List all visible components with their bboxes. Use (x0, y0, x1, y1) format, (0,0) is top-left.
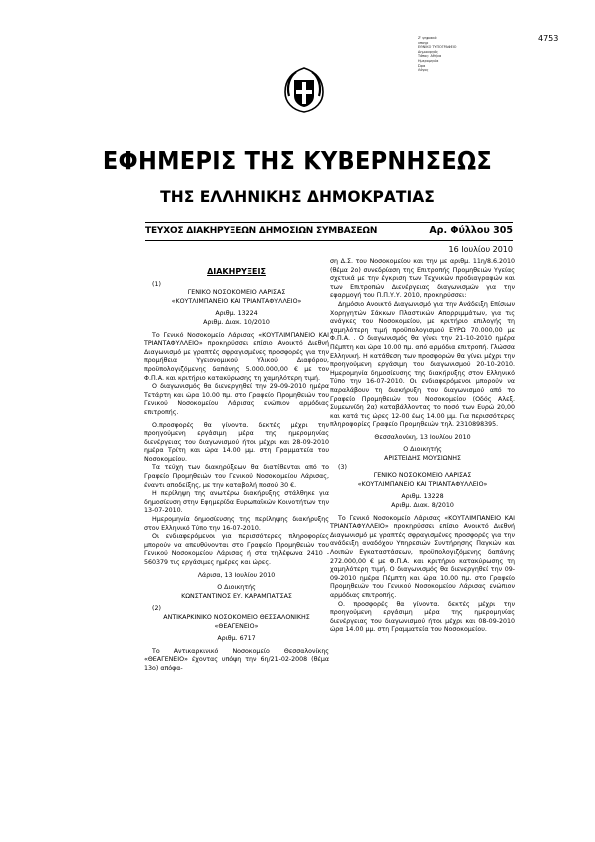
stamp-line: Ώρα (418, 63, 426, 68)
org-name: «ΘΕΑΓΕΝΕΙΟ» (214, 622, 259, 630)
gazette-subtitle: ΤΗΣ ΕΛΛΗΝΙΚΗΣ ΔΗΜΟΚΡΑΤΙΑΣ (160, 188, 435, 206)
paragraph: Ο.προσφορές θα γίνοντα. δεκτές μέχρι την προηγούμενη εργάσιμη μέρα της ημερομηνίας διενέργειας του διαγωνισμού ήτοι μέχρι και 28-09-2010 ημέρα Τρίτη και ώρα 14.00 μμ. στη Γραμματεία του Νοσοκομείου. (144, 421, 329, 463)
paragraph: Ημερομηνία δημοσίευσης της περίληψης διακήρυξης στον Ελληνικό Τύπο την 16-07-2010. (144, 516, 329, 532)
signer-name: ΑΡΙΣΤΕΙΔΗΣ ΜΟΥΣΙΩΝΗΣ (384, 455, 461, 463)
org-name: ΓΕΝΙΚΟ ΝΟΣΟΚΟΜΕΙΟ ΛΑΡΙΣΑΣ (373, 472, 472, 480)
paragraph: Το Γενικό Νοσοκομείο Λάρισας «ΚΟΥΤΛΙΜΠΑΝΕΙΟ ΚΑΙ ΤΡΙΑΝΤΑΦΥΛΛΕΙΟ» προκηρύσσει επίσιο Ανοικτό Διεθνή Διαγωνισμό με γραπτές σφραγισμένες προσφορές για την ανάδειξη αναδόχου Υπηρεσιών Συντήρησης Παγκών και Λοιπών Εγκαταστάσεων, προϋπολογιζόμενης δαπάνης 272.000,00 € με Φ.Π.Α. και κριτήριο κατακύρωσης τη χαμηλότερη τιμή. Ο διαγωνισμός θα διενεργηθεί την 09-09-2010 ημέρα Πέμπτη και ώρα 10.00 πμ. στο Γραφείο Προμηθειών του Γενικού Νοσοκομείου Λάρισας ενώπιον αρμόδιας επιτροπής. (330, 514, 515, 599)
notice-number: Αριθμ. 13228 (401, 493, 444, 501)
issue-date: 16 Ιουλίου 2010 (448, 245, 513, 254)
gazette-title: ΕΦΗΜΕΡΙΣ ΤΗΣ ΚΥΒΕΡΝΗΣΕΩΣ (102, 146, 493, 175)
declaration-number: Αριθμ. Διακ. 10/2010 (203, 318, 270, 326)
section-heading: ΔΙΑΚΗΡΥΞΕΙΣ (207, 267, 266, 276)
signer-title: Ο Διοικητής (403, 446, 442, 454)
paragraph: Το Αντικαρκινικό Νοσοκομείο Θεσσαλονίκης «ΘΕΑΓΕΝΕΙΟ» έχοντας υπόψη την 6η/21-02-2008 (θέμα 13ο) απόφα- (144, 647, 329, 672)
page-number: 4753 (538, 34, 559, 43)
paragraph: Ο. προσφορές θα γίνοντα. δεκτές μέχρι την προηγούμενη εργάσιμη μέρα της ημερομηνίας διενέργειας του διαγωνισμού ήτοι μέχρι και 08-09-2010 ώρα 14.00 μμ. στη Γραμματεία του Νοσοκομείου. (330, 600, 515, 634)
series-name: ΤΕΥΧΟΣ ΔΙΑΚΗΡΥΞΕΩΝ ΔΗΜΟΣΙΩΝ ΣΥΜΒΑΣΕΩΝ (145, 226, 378, 236)
stamp-line: ΕΘΝΙΚΟ ΤΥΠΟΓΡΑΦΕΙΟ (418, 45, 457, 50)
paragraph: Η περίληψη της ανωτέρω διακήρυξης στάλθηκε για δημοσίευση στην Εφημερίδα Ευρωπαϊκών Κοινοτήτων την 13-07-2010. (144, 490, 329, 515)
sheet-number-group (429, 225, 513, 236)
signer-title: Ο Διοικητής (217, 584, 256, 592)
header-rule (145, 222, 513, 223)
notice-number: Αριθμ. 13224 (215, 310, 258, 318)
stamp-line: Ζ' ψηφιακά (418, 36, 437, 40)
place-date: Θεσσαλονίκη, 13 Ιουλίου 2010 (374, 433, 471, 441)
org-name: «ΚΟΥΤΛΙΜΠΑΝΕΙΟ ΚΑΙ ΤΡΙΑΝΤΑΦΥΛΛΕΙΟ» (357, 480, 488, 488)
org-name: ΓΕΝΙΚΟ ΝΟΣΟΚΟΜΕΙΟ ΛΑΡΙΣΑΣ (187, 289, 286, 297)
place-date: Λάρισα, 13 Ιουλίου 2010 (197, 571, 276, 579)
signer-name: ΚΩΝΣΤΑΝΤΙΝΟΣ ΕΥ. ΚΑΡΑΜΠΑΤΣΑΣ (181, 592, 292, 600)
org-name: «ΚΟΥΤΛΙΜΠΑΝΕΙΟ ΚΑΙ ΤΡΙΑΝΤΑΦΥΛΛΕΙΟ» (171, 297, 302, 305)
stamp-line: Λόγος (418, 68, 429, 73)
stamp-line: Δημιουργός (418, 49, 439, 54)
stamp-line: υπογρ (418, 40, 429, 45)
left-column (144, 262, 329, 674)
notice-number: Αριθμ. 6717 (217, 635, 256, 643)
notice-ref: (1) (152, 280, 161, 288)
paragraph: Τα τεύχη των διακηρύξεων θα διατίθενται από το Γραφείο Προμηθειών του Γενικού Νοσοκομείου Λάρισας, έναντι αποδείξης, με την καταβολή ποσού 30 €. (144, 464, 329, 489)
notice-ref: (2) (152, 605, 161, 613)
notice-ref: (3) (338, 463, 347, 471)
paragraph: Οι ενδιαφερόμενοι για περισσότερες πληροφορίες μπορούν να απευθύνονται στο Γραφείο Προμηθειών του Γενικού Νοσοκομείου Λάρισας ή στα τηλέφωνα 2410 - 560379 τις εργάσιμες ημέρες και ώρες. (144, 533, 329, 566)
paragraph: Ο διαγωνισμός θα διενεργηθεί την 29-09-2010 ημέρα Τετάρτη και ώρα 10.00 πμ. στο Γραφείο Προμηθειών του Γενικού Νοσοκομείου Λάρισας ενώπιον αρμόδιας επιτροπής. (144, 383, 329, 416)
paragraph: Το Γενικό Νοσοκομείο Λάρισας «ΚΟΥΤΛΙΜΠΑΝΕΙΟ ΚΑΙ ΤΡΙΑΝΤΑΦΥΛΛΕΙΟ» προκηρύσσει επίσιο Ανοικτό Διεθνή Διαγωνισμό με γραπτές σφραγισμένες προσφορές για την προμήθεια Υγειονομικού Υλικού Διαφόρου, προϋπολογιζόμενης δαπάνης 5.000.000,00 € με τον Φ.Π.Α. και κριτήριο κατακύρωσης τη χαμηλότερη τιμή. (144, 331, 329, 382)
issue-line (145, 225, 513, 236)
stamp-line: Ημερομηνία (418, 58, 439, 63)
paragraph: ση Δ.Σ. του Νοσοκομείου και την με αριθμ. 11η/8.6.2010 (θέμα 2ο) συνεδρίαση της Επιτροπής Προμηθειών Υγείας σχετικά με την έγκριση των Τεχνικών προδιαγραφών και των Επιτροπών Διενέργειας διαγωνισμών για την εφαρμογή του Π.Π.Υ.Υ. 2010, προκηρύσσει: (330, 258, 515, 300)
declaration-number: Αριθμ. Διακ. 8/2010 (391, 502, 454, 510)
sheet-label: Αρ. Φύλλου (429, 225, 490, 236)
digital-signature-stamp (418, 36, 474, 73)
org-name: ΑΝΤΙΚΑΡΚΙΝΙΚΟ ΝΟΣΟΚΟΜΕΙΟ ΘΕΣΣΑΛΟΝΙΚΗΣ (163, 613, 310, 621)
paragraph: Δημόσιο Ανοικτό Διαγωνισμό για την Ανάδειξη Επίσιων Χορηγητών Σάκκων Πλαστικών Απορριμμάτων, για τις ανάγκες του Νοσοκομείου, με κριτήριο επιλογής τη χαμηλότερη τιμή προϋπολογισμού ΕΥΡΩ 70.000,00 με Φ.Π.Α. . Ο διαγωνισμός θα γίνει την 21-10-2010 ημέρα Πέμπτη και ώρα 10.00 πμ. από αρμόδια επιτροπή. Γλώσσα Ελληνική. Η κατάθεση των προσφορών θα γίνει μέχρι την προηγούμενη εργάσιμη του διαγωνισμού 20-10-2010. Ημερομηνία δημοσίευσης της διακήρυξης στον Ελληνικό Τύπο την 16-07-2010. Οι ενδιαφερόμενοι μπορούν να παραλάβουν τη διακήρυξη του διαγωνισμού από το Γραφείο Προμηθειών του Νοσοκομείου (Οδός Αλεξ. Συμεωνίδη 2α) καταβάλλοντας το ποσό των Ευρώ 20,00 και κατά τις ώρες 12-00 έως 14.00 μμ. Για περισσότερες πληροφορίες Γραφείο Προμηθειών τηλ. 2310898395. (330, 300, 515, 429)
coat-of-arms-icon (282, 66, 326, 114)
stamp-line: Τόπος: Αθήνα (418, 54, 442, 59)
header-rule (145, 240, 513, 241)
right-column (330, 258, 515, 635)
sheet-number: 305 (493, 225, 513, 236)
